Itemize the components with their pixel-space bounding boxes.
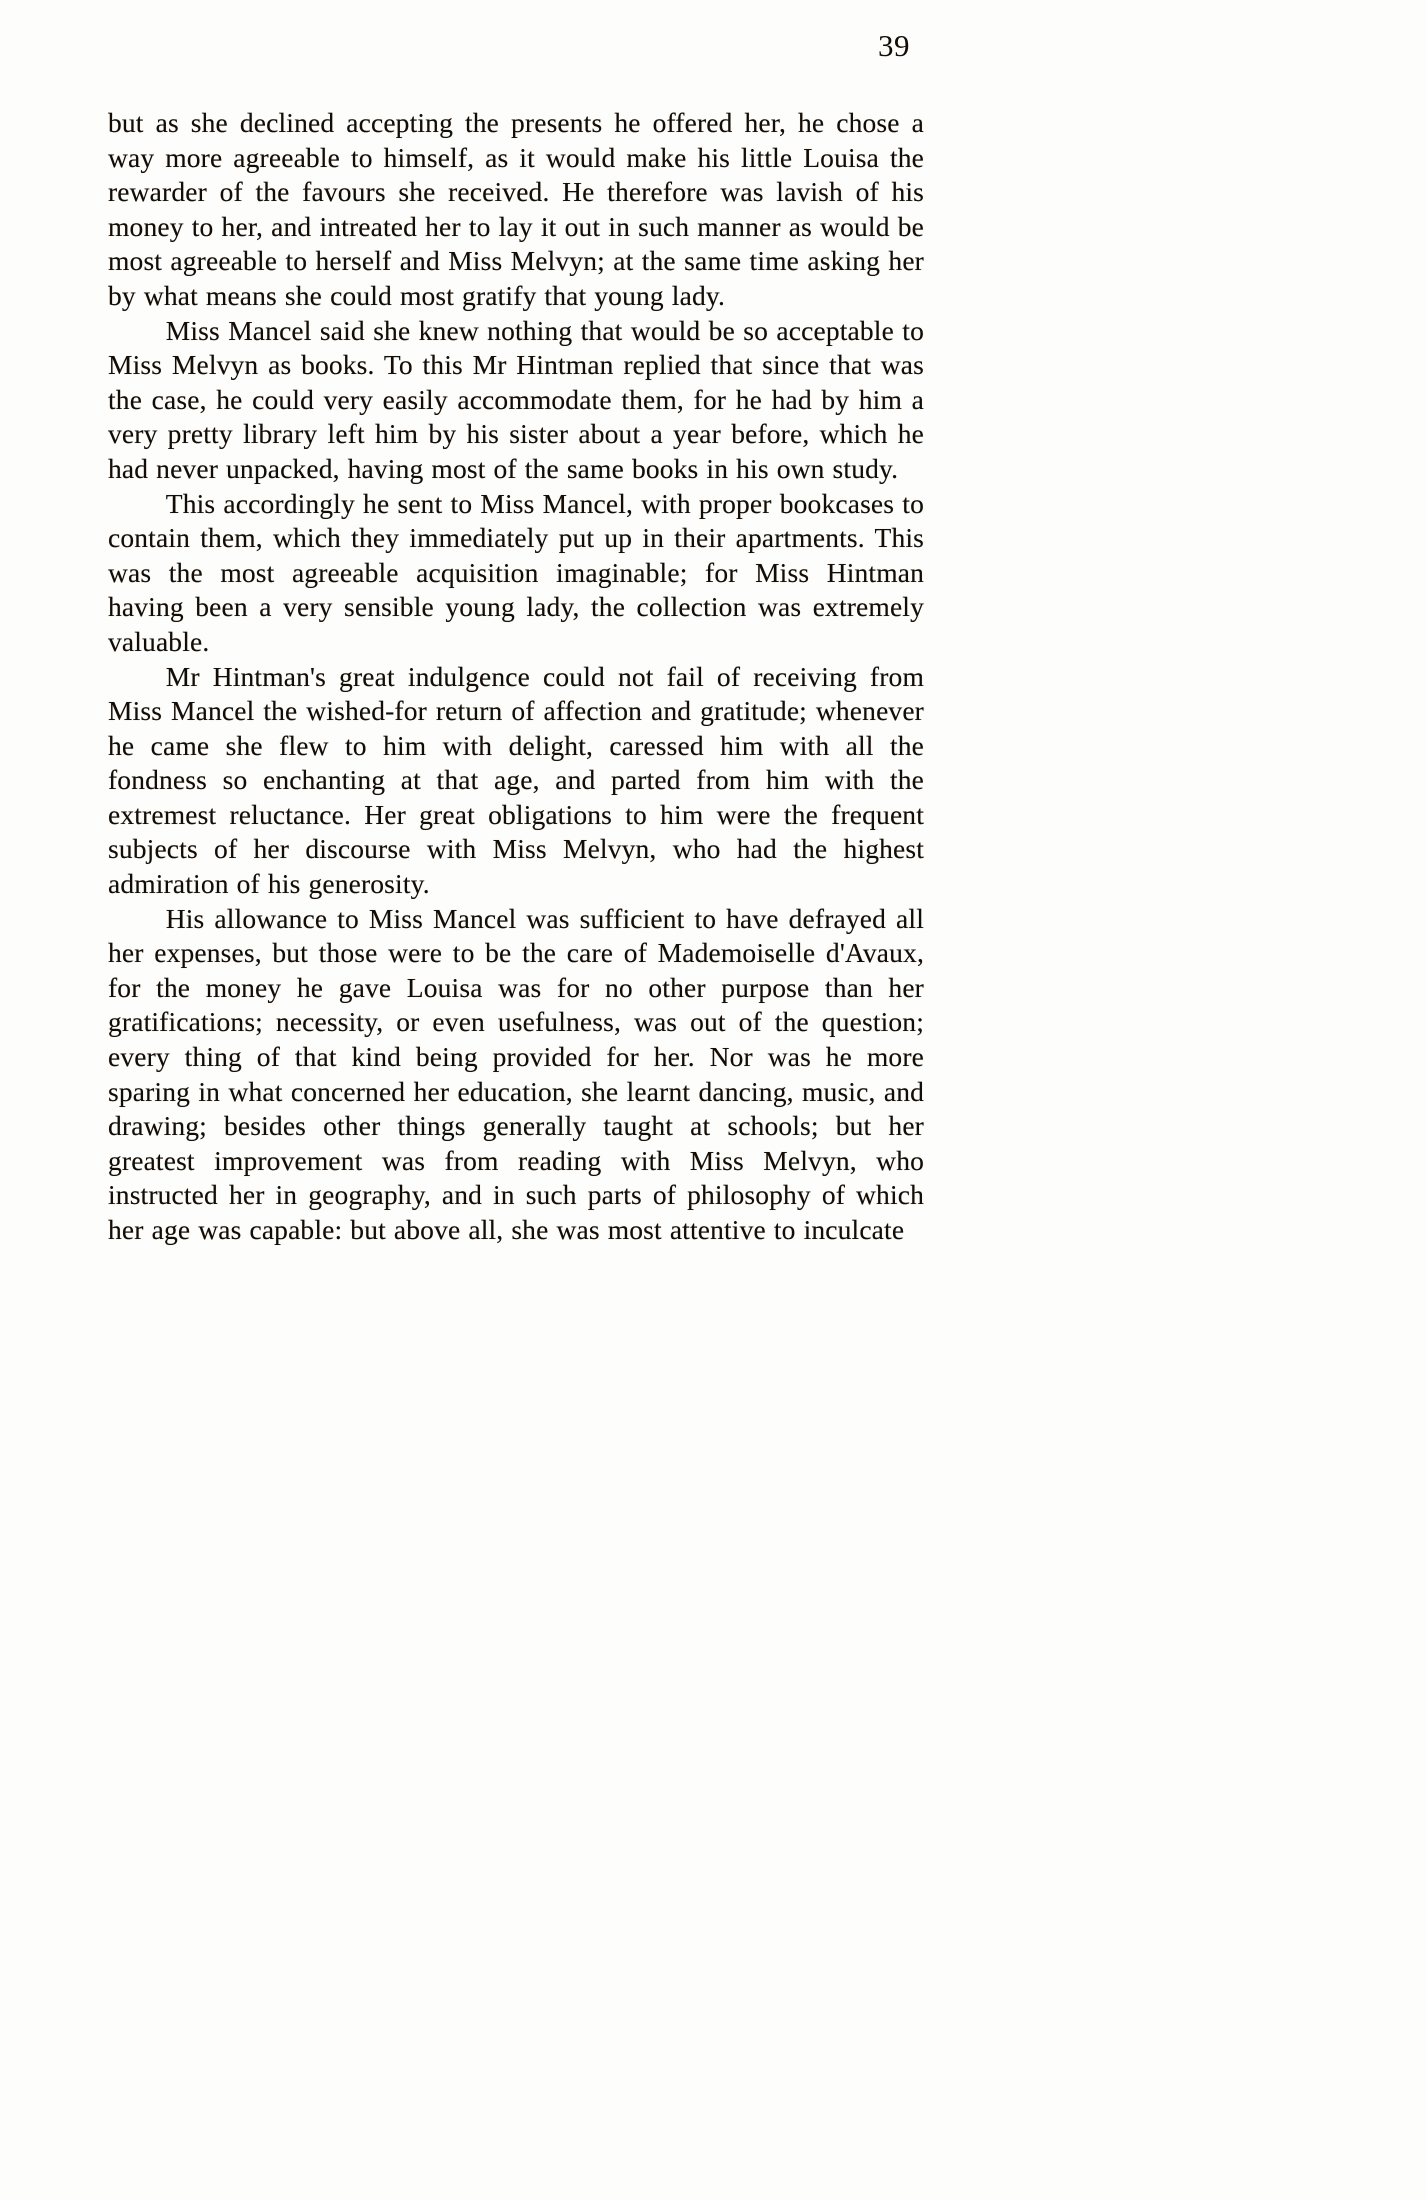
page-number: 39 [878, 28, 910, 63]
book-page [108, 28, 924, 1248]
paragraph: Miss Mancel said she knew nothing that would be so acceptable to Miss Melvyn as books. To this Mr Hintman replied that since that was the case, he could very easily accommodate them, for he had by him a very pretty library left him by his sister about a year before, which he had never unpacked, having most of the same books in his own study. [108, 314, 924, 484]
paragraph: His allowance to Miss Mancel was sufficient to have defrayed all her expenses, but those were to be the care of Mademoiselle d'Avaux, for the money he gave Louisa was for no other purpose than her gratifications; necessity, or even usefulness, was out of the question; every thing of that kind being provided for her. Nor was he more sparing in what concerned her education, she learnt dancing, music, and drawing; besides other things generally taught at schools; but her greatest improvement was from reading with Miss Melvyn, who instructed her in geography, and in such parts of philosophy of which her age was capable: but above all, she was most attentive to inculcate [108, 902, 924, 1245]
text-block [108, 106, 924, 1248]
paragraph: This accordingly he sent to Miss Mancel, with proper bookcases to contain them, which they immediately put up in their apartments. This was the most agreeable acquisition imaginable; for Miss Hintman having been a very sensible young lady, the collection was extremely valuable. [108, 487, 924, 657]
paragraph: but as she declined accepting the presents he offered her, he chose a way more agreeable to himself, as it would make his little Louisa the rewarder of the favours she received. He therefore was lavish of his money to her, and intreated her to lay it out in such manner as would be most agreeable to herself and Miss Melvyn; at the same time asking her by what means she could most gratify that young lady. [108, 107, 924, 311]
paragraph: Mr Hintman's great indulgence could not fail of receiving from Miss Mancel the wished-for return of affection and gratitude; whenever he came she flew to him with delight, caressed him with all the fondness so enchanting at that age, and parted from him with the extremest reluctance. Her great obligations to him were the frequent subjects of her discourse with Miss Melvyn, who had the highest admiration of his generosity. [108, 660, 924, 900]
